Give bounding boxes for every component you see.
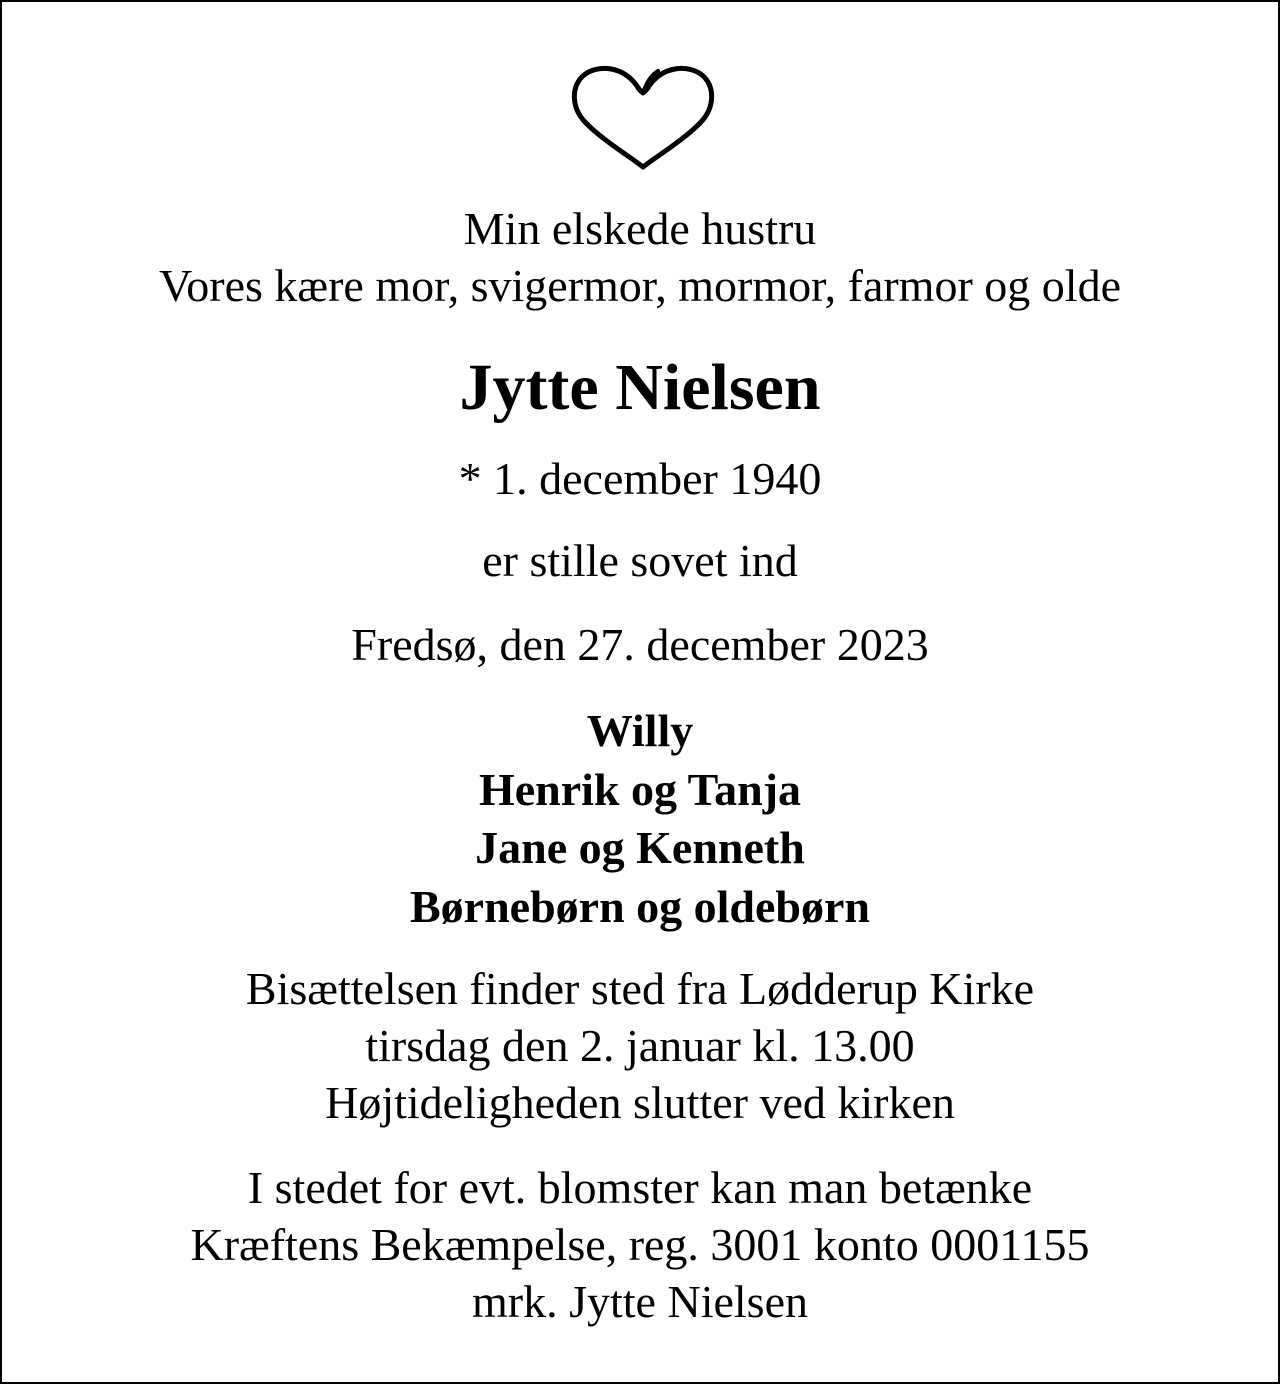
family-line-4: Børnebørn og oldebørn — [409, 880, 871, 932]
family-line-3: Jane og Kenneth — [475, 822, 805, 873]
place-and-date-text: Fredsø, den 27. december 2023 — [351, 619, 929, 670]
funeral-line-1: Bisættelsen finder sted fra Lødderup Kirke — [245, 963, 1035, 1014]
donation-line-2: Kræftens Bekæmpelse, reg. 3001 konto 0001155 — [190, 1219, 1090, 1270]
family-line-1: Willy — [586, 705, 694, 756]
funeral-details — [2, 960, 1278, 1131]
family-line-2: Henrik og Tanja — [478, 763, 802, 815]
place-and-date — [2, 616, 1278, 673]
birth-date-text: * 1. december 1940 — [458, 453, 822, 504]
donation-line-1: I stedet for evt. blomster kan man betænke — [247, 1162, 1033, 1213]
deceased-name-text: Jytte Nielsen — [459, 351, 821, 424]
donation-details — [2, 1159, 1278, 1330]
intro-line-1: Min elskede hustru — [463, 203, 817, 254]
birth-date — [2, 450, 1278, 507]
deceased-name — [2, 350, 1278, 426]
intro-line-2: Vores kære mor, svigermor, mormor, farmor og olde — [159, 260, 1121, 311]
heart-icon — [567, 64, 719, 172]
intro-text — [2, 200, 1278, 314]
donation-line-3: mrk. Jytte Nielsen — [472, 1276, 808, 1327]
funeral-line-2: tirsdag den 2. januar kl. 13.00 — [365, 1020, 915, 1071]
funeral-line-3: Højtideligheden slutter ved kirken — [325, 1077, 955, 1128]
passed-away-line: er stille sovet ind — [482, 535, 798, 586]
family-signatures — [2, 702, 1278, 936]
passed-away-text — [2, 532, 1278, 589]
